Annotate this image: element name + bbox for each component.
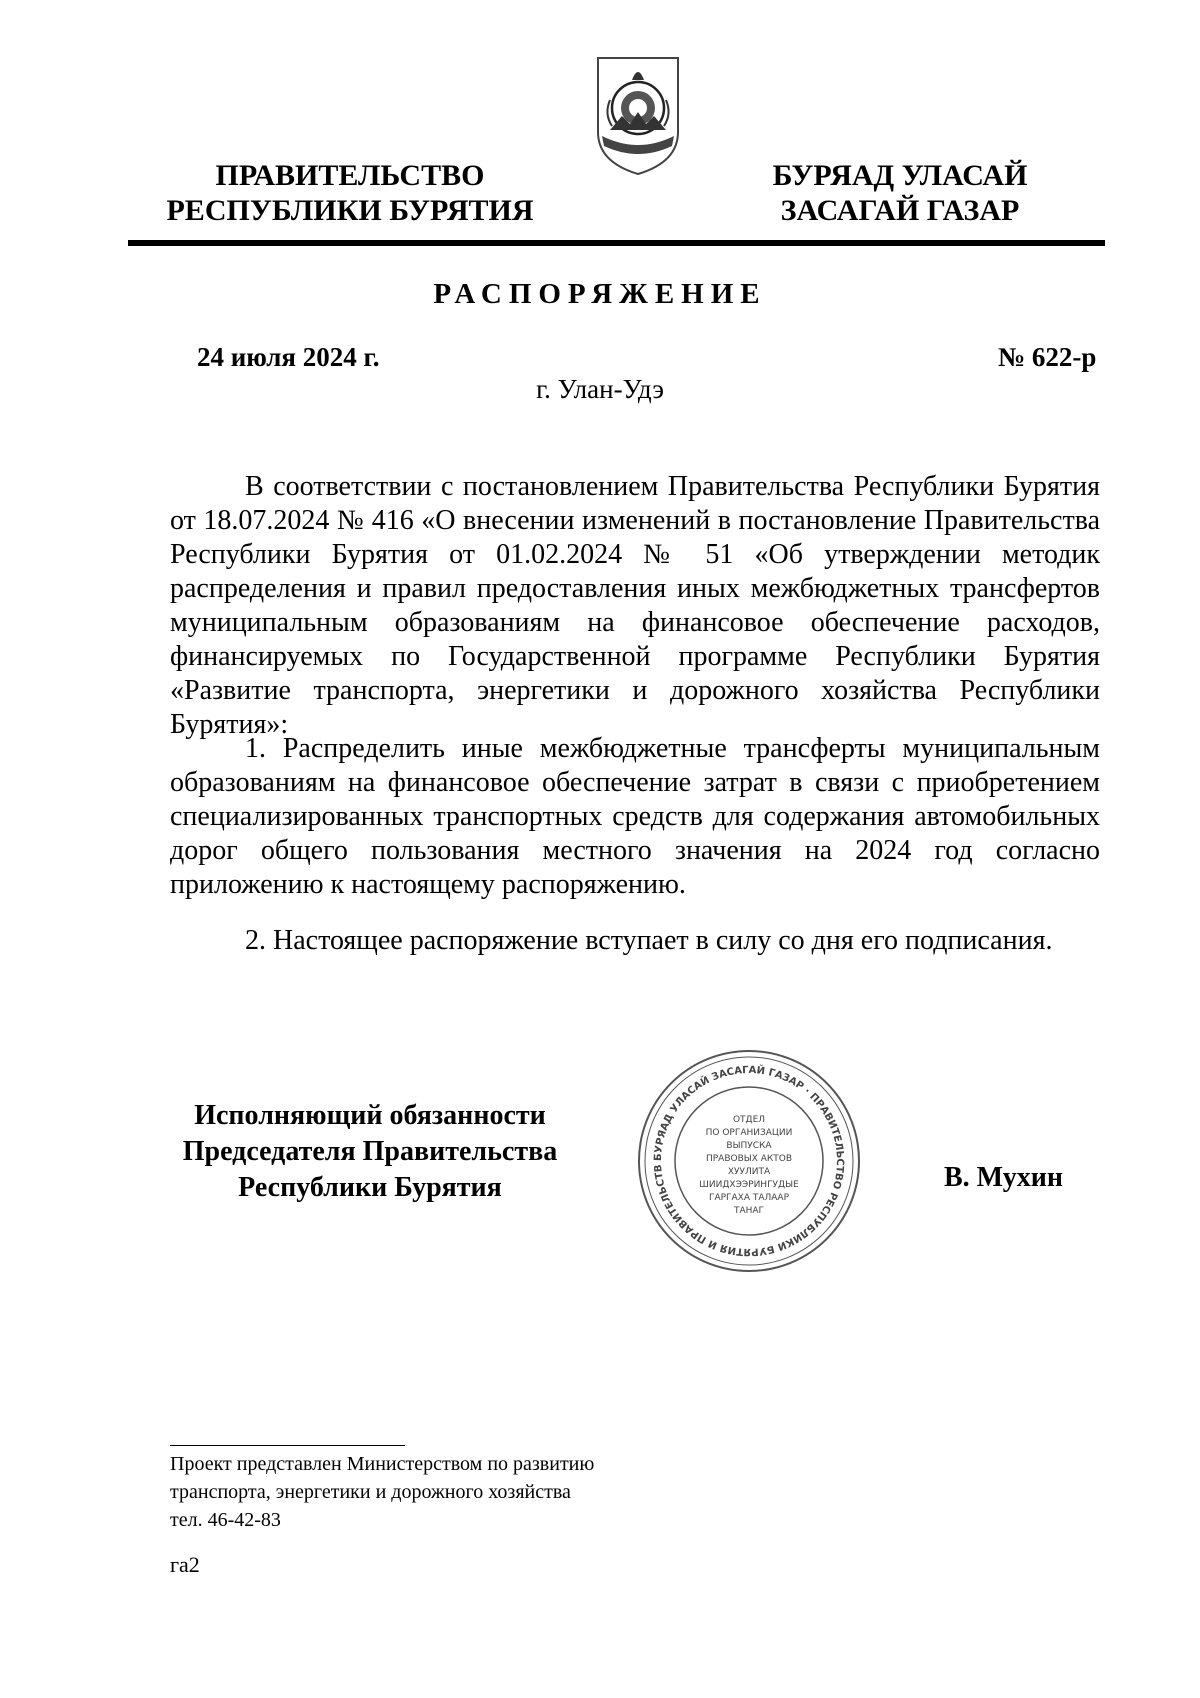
header-right-line-2: ЗАСАГАЙ ГАЗАР [780, 194, 1020, 227]
svg-text:ТАНАГ: ТАНАГ [733, 1206, 765, 1216]
header-left-title [160, 158, 540, 228]
svg-text:ХУУЛИТА: ХУУЛИТА [727, 1167, 771, 1177]
official-seal-stamp [636, 1048, 862, 1274]
item-2-paragraph: 2. Настоящее распоряжение вступает в силу со дня его подписания. [245, 925, 1053, 956]
header-right-title [740, 158, 1060, 228]
document-date: 24 июля 2024 г. [197, 342, 380, 372]
header-right-line-1: БУРЯАД УЛАСАЙ [772, 159, 1028, 192]
signatory-title-line-3: Республики Бурятия [238, 1172, 502, 1203]
document-code: га2 [170, 1552, 200, 1577]
signatory-title [160, 1098, 580, 1206]
header-left-line-2: РЕСПУБЛИКИ БУРЯТИЯ [166, 194, 534, 227]
svg-text:ПО ОРГАНИЗАЦИИ: ПО ОРГАНИЗАЦИИ [705, 1128, 793, 1138]
footnote-line-2: транспорта, энергетики и дорожного хозяйства [170, 1481, 571, 1503]
svg-text:ШИИДХЭЭРИНГУДЫЕ: ШИИДХЭЭРИНГУДЫЕ [699, 1180, 799, 1190]
svg-text:ОТДЕЛ: ОТДЕЛ [732, 1115, 766, 1125]
document-city: г. Улан-Удэ [536, 374, 664, 404]
footnote-line-3: тел. 46-42-83 [170, 1509, 281, 1531]
item-1-paragraph: 1. Распределить иные межбюджетные трансферты муниципальным образованиям на финансовое обеспечение затрат в связи с приобретением специализированных транспортных средств для содержания автомобильных дорог общего пользования местного значения на 2024 год согласно приложению к настоящему распоряжению. [170, 733, 1100, 900]
header-left-line-1: ПРАВИТЕЛЬСТВО [215, 159, 485, 192]
svg-text:ПРАВОВЫХ АКТОВ: ПРАВОВЫХ АКТОВ [705, 1154, 793, 1164]
document-number: № 622-р [998, 342, 1097, 372]
svg-text:БУРЯАД УЛАСАЙ ЗАСАГАЙ ГАЗАР ·: БУРЯАД УЛАСАЙ ЗАСАГАЙ ГАЗАР · ПРАВИТЕЛЬСТВО РЕСПУБЛИКИ БУРЯТИЯ И ПРАВИТЕЛЬСТВ [652, 1064, 846, 1258]
signatory-title-line-2: Председателя Правительства [182, 1136, 558, 1167]
footnote-divider [170, 1445, 405, 1446]
document-type: РАСПОРЯЖЕНИЕ [433, 278, 767, 310]
footnote [170, 1450, 594, 1534]
svg-text:ГАРГАХА ТАЛААР: ГАРГАХА ТАЛААР [708, 1193, 790, 1203]
footnote-line-1: Проект представлен Министерством по развитию [170, 1453, 595, 1475]
signatory-title-line-1: Исполняющий обязанности [194, 1100, 546, 1131]
preamble-paragraph: В соответствии с постановлением Правительства Республики Бурятия от 18.07.2024 № 416 «О внесении изменений в постановление Правительства Республики Бурятия от 01.02.2024 № 51 «Об утверждении методик распределения и правил предоставления иных межбюджетных трансфертов муниципальным образованиям на финансовое обеспечение расходов, финансируемых по Государственной программе Республики Бурятия «Развитие транспорта, энергетики и дорожного хозяйства Республики Бурятия»: [170, 471, 1100, 740]
signatory-name: В. Мухин [944, 1162, 1063, 1193]
coat-of-arms-icon [592, 54, 684, 178]
header-divider [128, 240, 1105, 246]
svg-text:ВЫПУСКА: ВЫПУСКА [726, 1141, 772, 1151]
